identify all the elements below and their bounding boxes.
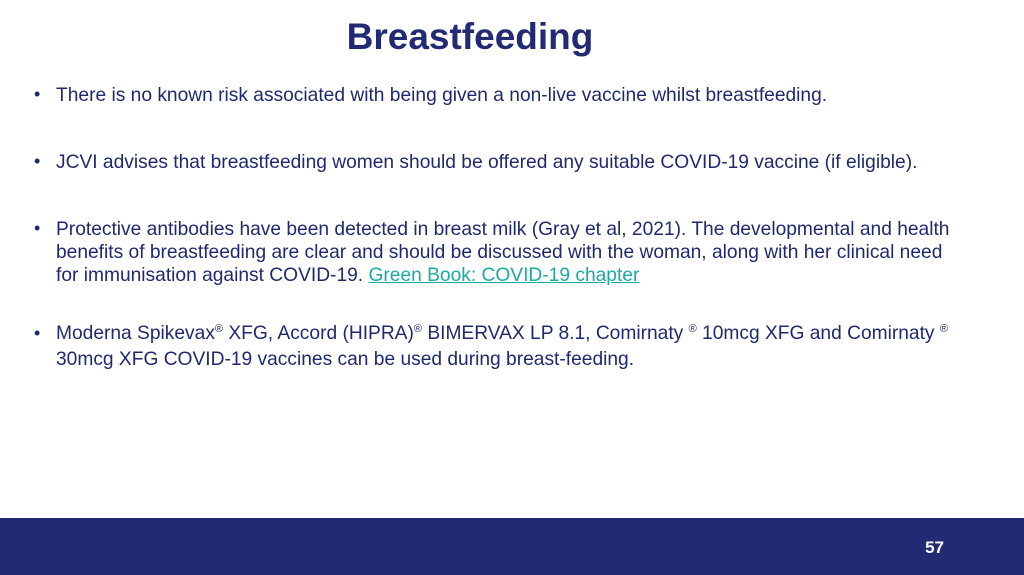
bullet-text: Protective antibodies have been detected in breast milk (Gray et al, 2021). The developmental and health benefits of breastfeeding are clear and should be discussed with the woman, along with her clinical need for immunisation against COVID-19. [56,219,950,286]
bullet-list [34,84,954,373]
bullet-text-part: BIMERVAX LP 8.1, Comirnaty [421,323,684,344]
bullet-text-part: 30mcg XFG COVID-19 vaccines can be used during breast-feeding. [56,349,635,370]
bullet-item-2 [34,151,954,174]
bullet-item-1 [34,84,954,107]
bullet-text-part: Moderna Spikevax [56,323,215,344]
registered-mark: ® [214,323,224,335]
bullet-dot: • [34,323,41,343]
bullet-text-part: 10mcg XFG and Comirnaty [696,323,935,344]
green-book-link[interactable]: Green Book: COVID-19 chapter [368,265,640,286]
bullet-text: JCVI advises that breastfeeding women should be offered any suitable COVID-19 vaccine (if eligible). [56,152,918,173]
bullet-text: There is no known risk associated with being given a non-live vaccine whilst breastfeeding. [56,85,828,106]
footer-bar [0,518,1024,575]
registered-mark: ® [413,323,422,335]
slide-title: Breastfeeding [346,16,594,57]
registered-mark: ® [939,323,948,335]
bullet-dot: • [34,218,41,238]
bullet-item-4 [34,321,954,373]
registered-mark: ® [688,323,697,335]
bullet-text-part: XFG, Accord (HIPRA) [223,323,414,344]
bullet-dot: • [34,84,41,104]
bullet-item-3 [34,218,954,287]
page-number: 57 [925,538,944,557]
bullet-dot: • [34,151,41,171]
